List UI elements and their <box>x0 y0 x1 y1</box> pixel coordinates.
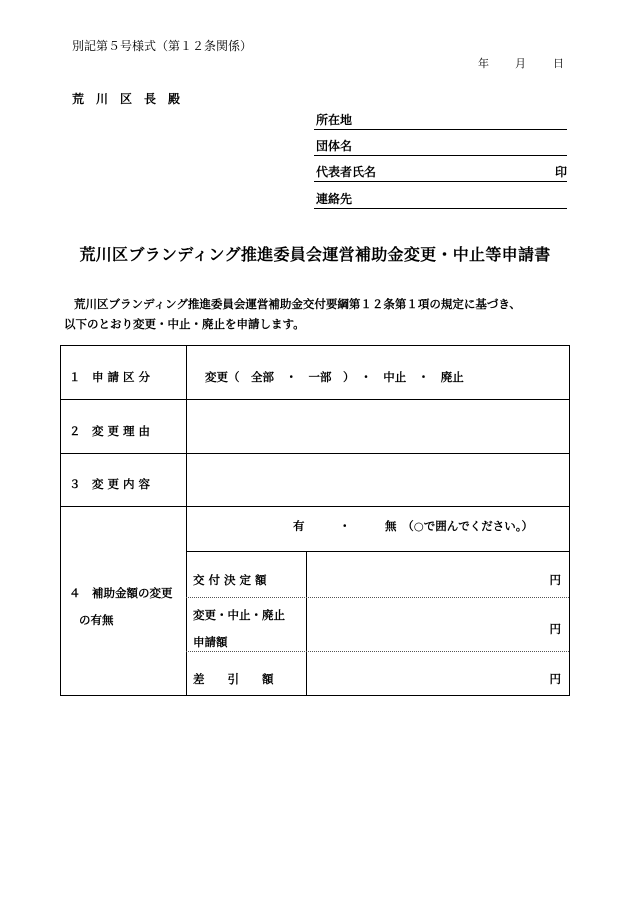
document-title: 荒川区ブランディング推進委員会運営補助金変更・中止等申請書 <box>79 245 551 264</box>
application-category-label: １ 申 請 区 分 <box>69 370 151 384</box>
contact-field[interactable] <box>314 193 567 209</box>
application-date <box>478 55 564 71</box>
requested-amount-label-line2: 申請額 <box>193 635 228 649</box>
address-label: 所在地 <box>316 113 353 127</box>
change-reason-field[interactable] <box>187 400 569 452</box>
representative-field[interactable] <box>314 166 567 182</box>
date-month: 月 <box>515 57 526 70</box>
change-content-label: ３ 変 更 内 容 <box>69 477 151 491</box>
representative-label: 代表者氏名 <box>316 165 377 179</box>
date-day: 日 <box>553 57 564 70</box>
subsidy-change-presence[interactable]: 有 ・ 無 （○で囲んでください。） <box>293 519 534 533</box>
seal-mark: 印 <box>554 165 567 179</box>
organization-field[interactable] <box>314 140 567 156</box>
subsidy-change-label-line2: の有無 <box>79 613 114 627</box>
difference-amount-unit: 円 <box>549 672 561 686</box>
grant-decision-amount-unit: 円 <box>549 573 561 587</box>
change-reason-label: ２ 変 更 理 由 <box>69 424 151 438</box>
address-field[interactable] <box>314 114 567 130</box>
intro-text <box>64 294 584 334</box>
date-year: 年 <box>478 57 489 70</box>
sub-row-divider <box>186 597 569 598</box>
contact-label: 連絡先 <box>316 192 353 206</box>
intro-line-2: 以下のとおり変更・中止・廃止を申請します。 <box>64 317 305 331</box>
requested-amount-label-line1: 変更・中止・廃止 <box>193 608 285 622</box>
difference-amount-label: 差 引 額 <box>193 672 274 686</box>
intro-line-1: 荒川区ブランディング推進委員会運営補助金交付要綱第１２条第１項の規定に基づき、 <box>74 297 521 311</box>
requested-amount-unit: 円 <box>549 622 561 636</box>
sub-row-divider <box>186 651 569 652</box>
grant-decision-amount-label: 交 付 決 定 額 <box>193 573 267 587</box>
sub-column-divider <box>306 551 307 695</box>
subsidy-change-label-line1: ４ 補助金額の変更 <box>69 586 173 600</box>
form-reference: 別記第５号様式（第１２条関係） <box>72 39 253 53</box>
row-divider <box>61 506 569 507</box>
application-table <box>60 345 570 696</box>
change-content-field[interactable] <box>187 454 569 506</box>
application-category-options[interactable]: 変更（ 全部 ・ 一部 ） ・ 中止 ・ 廃止 <box>205 370 464 384</box>
addressee: 荒 川 区 長 殿 <box>72 92 181 106</box>
row-divider <box>186 551 569 552</box>
organization-label: 団体名 <box>316 139 353 153</box>
